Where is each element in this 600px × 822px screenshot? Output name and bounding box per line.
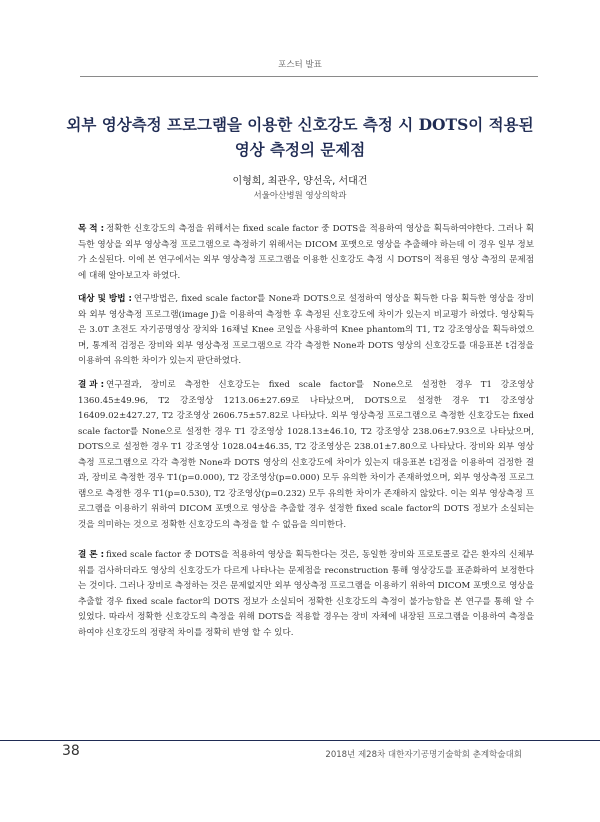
section-text-conclusion: fixed scale factor 중 DOTS을 적용하여 영상을 획득한다는 것은, 동일한 장비와 프로토콜로 같은 환자의 신체부위를 검사하더라도 영상의 신호강도가 다르게 나타나는 문제점을 reconstruction 통해 영상강도를 표준화하여 보정한다는 것이다. 그러나 장비로 측정하는 것은 문제없지만 외부 영상측정 프로그램을 이용하기 위하여 DICOM 포맷으로 영상을 추출할 경우 fixed scale factor의 DOTS 정보가 소실되어 정확한 신호강도의 측정이 불가능함을 본 연구를 통해 알 수 있었다. 따라서 정확한 신호강도의 측정을 위해 DOTS을 적용할 경우는 장비 자체에 내장된 프로그램을 이용하여 측정을 하여야 신호강도의 정량적 차이를 정확히 반영 할 수 있다.	[78, 550, 534, 638]
affiliation: 서울아산병원 영상의학과	[253, 191, 347, 201]
section-purpose	[78, 222, 534, 284]
section-text-results: 연구결과, 장비로 측정한 신호강도는 fixed scale factor를 None으로 설정한 경우 T1 강조영상 1360.45±49.96, T2 강조영상 1213.06±27.69로 나타났으며, DOTS으로 설정한 경우 T1 강조영상 16409.02±427.27, T2 강조영상 2606.75±57.82로 나타났다. 외부 영상측정 프로그램으로 측정한 신호강도는 fixed scale factor를 None으로 설정한 경우 T1 강조영상 1028.13±46.10, T2 강조영상 238.06±7.93으로 나타났으며, DOTS으로 설정한 경우 T1 강조영상 1028.04±46.35, T2 강조영상은 238.01±7.80으로 나타났다. 장비와 외부 영상측정 프로그램으로 각각 측정한 None과 DOTS 영상의 신호강도에 차이가 있는지 대응표본 t검정을 이용하여 검정한 결과, 장비로 측정한 경우 T1(p=0.000), T2 강조영상(p=0.000) 모두 유의한 차이가 존재하였으며, 외부 영상측정 프로그램으로 측정한 경우 T1(p=0.530), T2 강조영상(p=0.232) 모두 유의한 차이가 존재하지 않았다. 이는 외부 영상측정 프로그램을 이용하기 위하여 DICOM 포맷으로 영상을 추출할 경우 설정한 fixed scale factor의 DOTS 정보가 소실되는 것을 의미하는 것으로 정확한 신호강도의 측정을 할 수 없음을 의미한다.	[78, 380, 534, 530]
section-heading-conclusion: 결 론 :	[78, 550, 105, 560]
section-methods	[78, 292, 534, 370]
page-number: 38	[62, 743, 80, 759]
section-heading-results: 결 과 :	[78, 380, 105, 390]
conference-name: 2018년 제28차 대한자기공명기술학회 춘계학술대회	[325, 750, 522, 760]
section-conclusion	[78, 548, 534, 641]
header-divider	[80, 76, 538, 77]
section-heading-purpose: 목 적 :	[78, 224, 105, 234]
section-text-purpose: 정확한 신호강도의 측정을 위해서는 fixed scale factor 중 DOTS을 적용하여 영상을 획득하여야한다. 그러나 획득한 영상을 외부 영상측정 프로그램으로 측정하기 위해서는 DICOM 포맷으로 영상을 추출해야 하는데 이 경우 일부 정보가 소실된다. 이에 본 연구에서는 외부 영상측정 프로그램을 이용한 신호강도 측정 시 DOTS이 적용된 영상 측정의 문제점에 대해 알아보고자 하였다.	[78, 224, 534, 281]
section-heading-methods: 대상 및 방법 :	[78, 294, 132, 304]
section-text-methods: 연구방법은, fixed scale factor를 None과 DOTS으로 설정하여 영상을 획득한 다음 획득한 영상을 장비와 외부 영상측정 프로그램(image J)을 이용하여 측정한 후 측정된 신호강도에 차이가 있는지 비교평가 하였다. 영상획득은 3.0T 초전도 자기공명영상 장치와 16채널 Knee 코일을 사용하여 Knee phantom의 T1, T2 강조영상을 획득하였으며, 통계적 검정은 장비와 외부 영상측정 프로그램으로 각각 측정한 None과 DOTS 영상의 신호강도를 대응표본 t검정을 이용하여 유의한 차이가 있는지 판단하였다.	[78, 294, 534, 366]
author-list: 이형희, 최관우, 양선욱, 서대건	[232, 176, 368, 187]
section-results	[78, 378, 534, 533]
section-label: 포스터 발표	[278, 60, 322, 70]
paper-title: 외부 영상측정 프로그램을 이용한 신호강도 측정 시 DOTS이 적용된 영상 측정의 문제점	[66, 115, 534, 159]
footer-divider	[0, 740, 600, 741]
